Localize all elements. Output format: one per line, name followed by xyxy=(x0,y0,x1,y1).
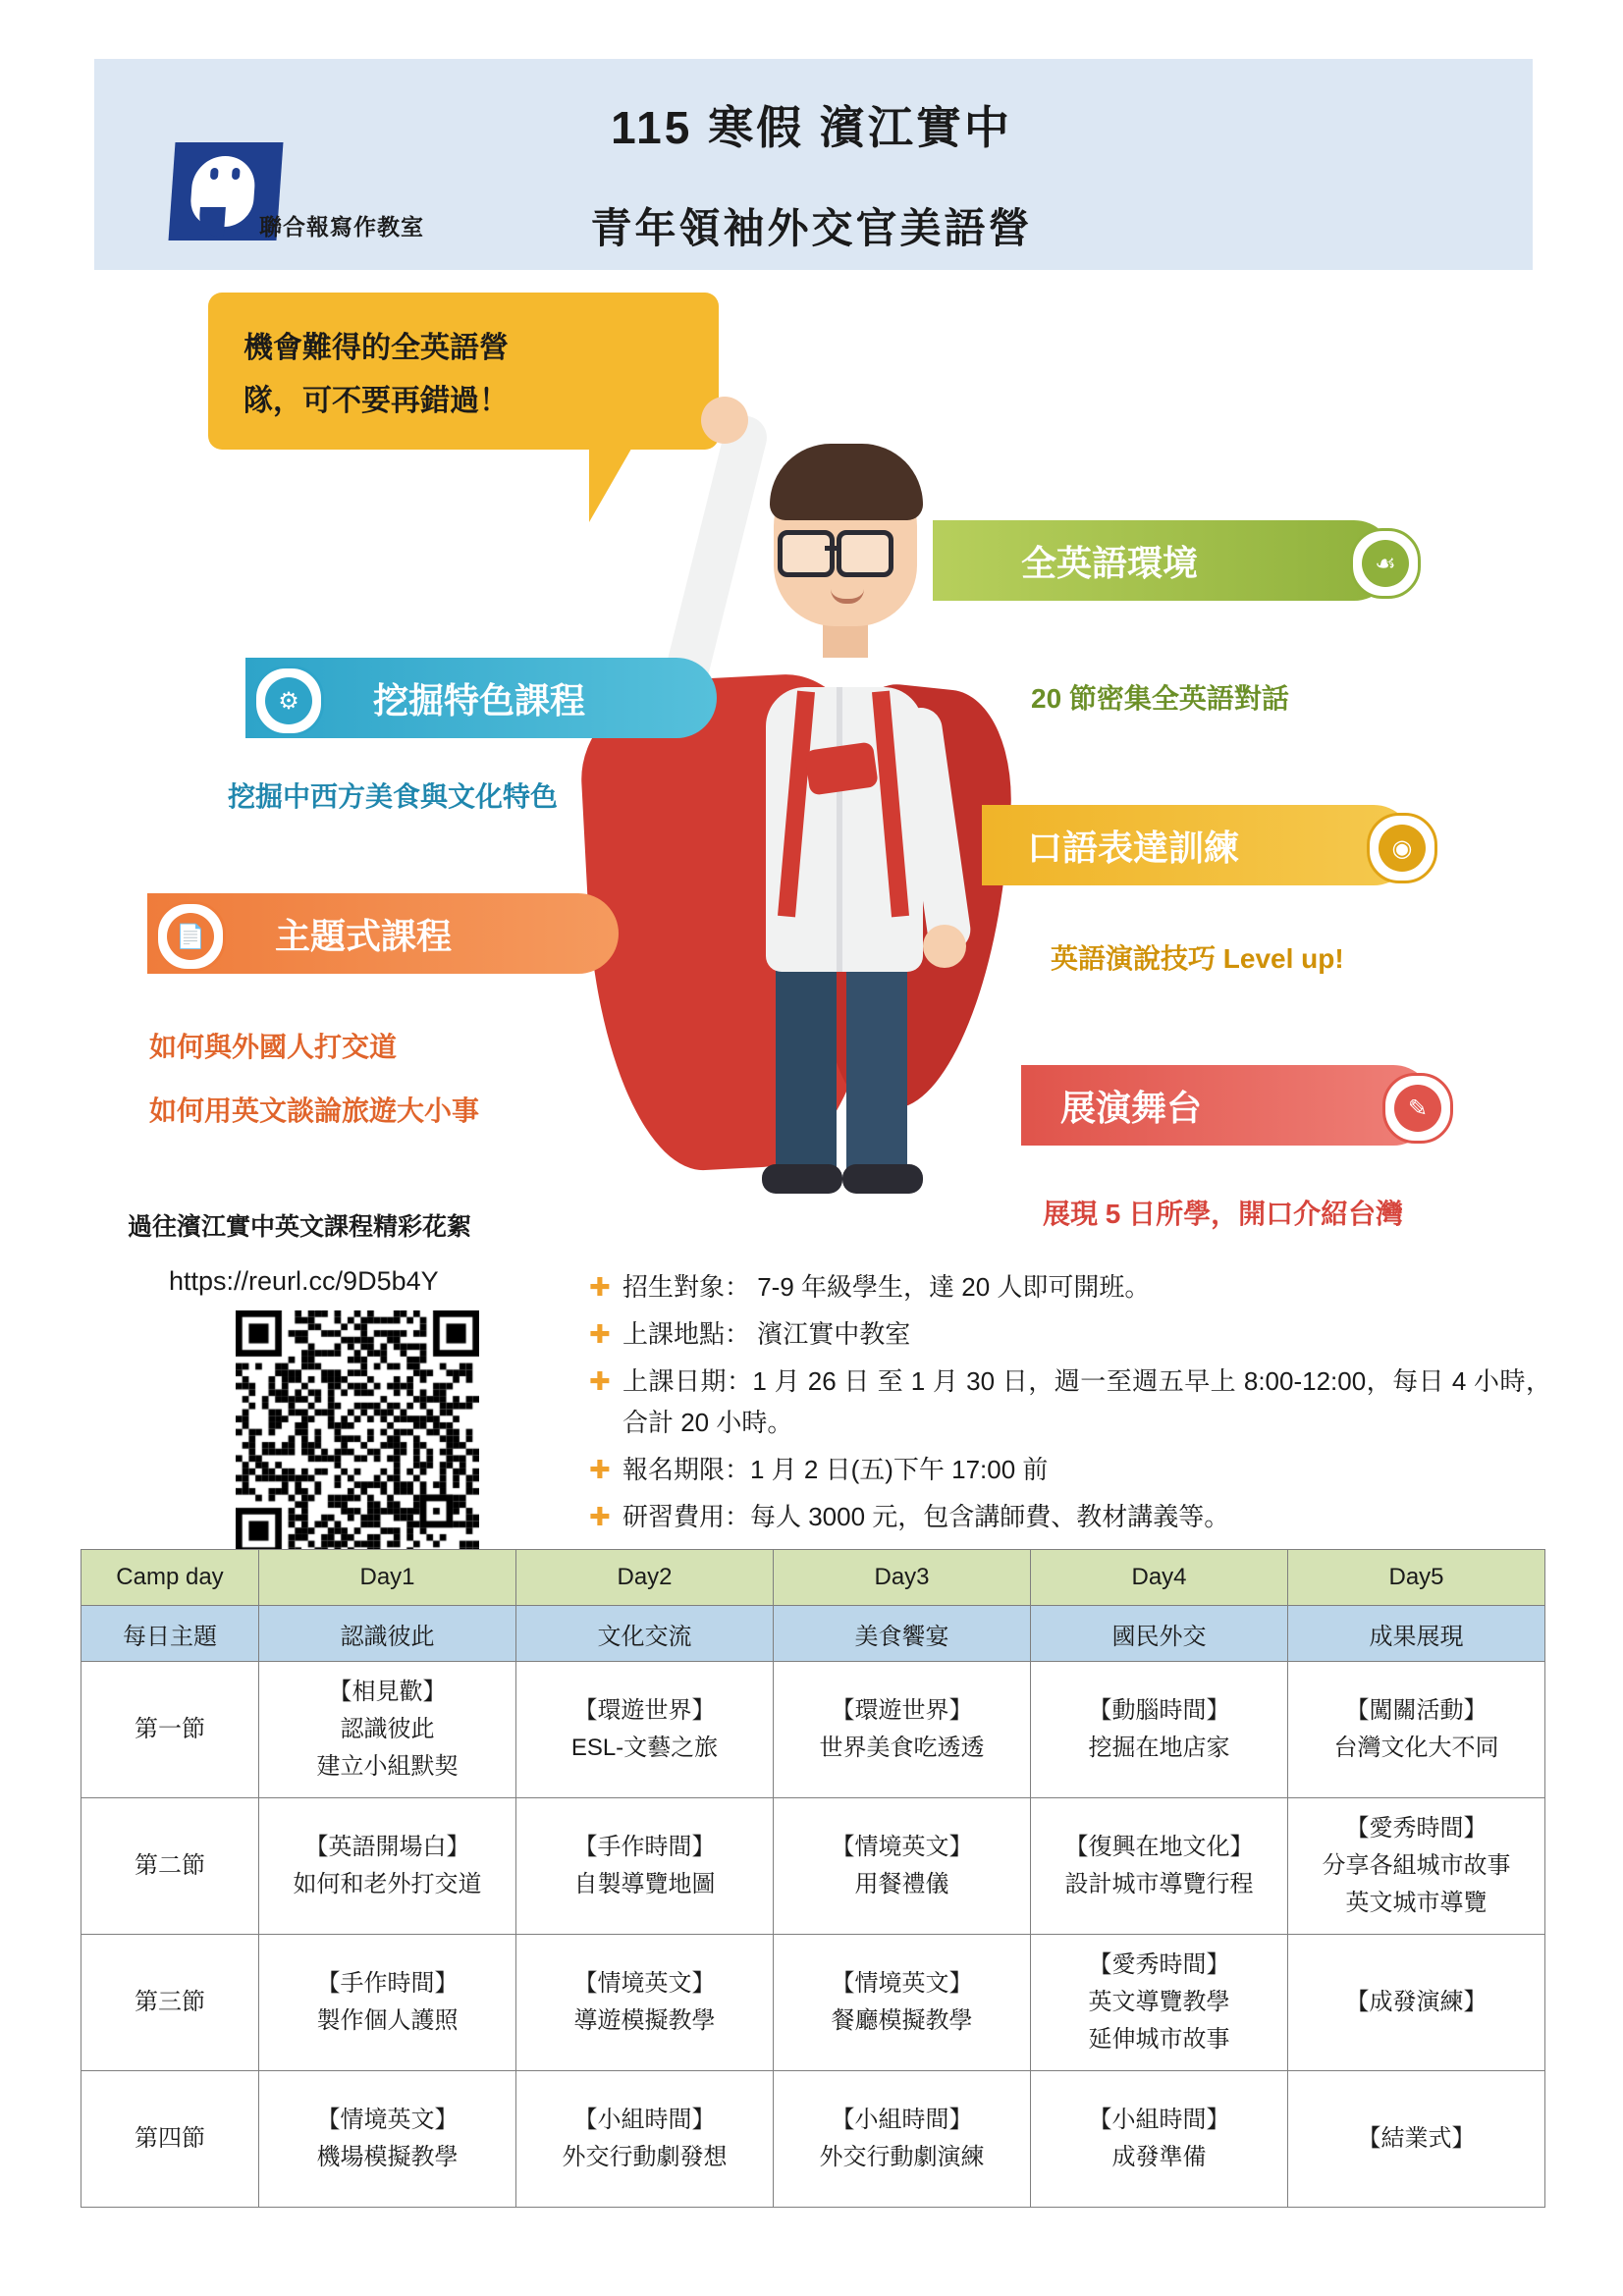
gear-icon-inner: ⚙ xyxy=(265,677,312,724)
table-row-label: 第一節 xyxy=(81,1662,259,1798)
table-cell-line: 延伸城市故事 xyxy=(1088,2026,1230,2053)
table-cell-line: 【情境英文】 xyxy=(573,1970,716,1997)
table-cell-line: 如何和老外打交道 xyxy=(293,1871,482,1897)
bullet-icon: ✚ xyxy=(589,1319,611,1349)
table-cell-line: 【情境英文】 xyxy=(831,1970,973,1997)
table-cell-line: 世界美食吃透透 xyxy=(819,1735,985,1761)
coins-icon xyxy=(1367,813,1437,883)
plant-icon xyxy=(1350,528,1421,599)
table-header-cell: Day1 xyxy=(259,1550,516,1606)
table-cell xyxy=(516,1798,774,1935)
table-row-label: 第三節 xyxy=(81,1935,259,2071)
table-cell-line: 【成發演練】 xyxy=(1345,1989,1488,2015)
gear-icon xyxy=(253,666,324,736)
table-cell xyxy=(1031,2071,1288,2208)
table-cell-line: 分享各組城市故事 xyxy=(1322,1852,1511,1879)
table-cell-line: 【情境英文】 xyxy=(316,2107,459,2133)
info-row xyxy=(589,1496,1551,1537)
character-leg-right xyxy=(846,962,907,1188)
feature-ribbon-showcase-stage xyxy=(1021,1065,1434,1146)
qr-link[interactable]: https://reurl.cc/9D5b4Y xyxy=(169,1266,439,1296)
feature-label-speaking-training: 口語表達訓練 xyxy=(1027,827,1240,868)
table-header-cell: Day3 xyxy=(774,1550,1031,1606)
table-cell xyxy=(774,2071,1031,2208)
feature-label-special-course: 挖掘特色課程 xyxy=(373,679,586,721)
table-row xyxy=(81,1935,1545,2071)
info-text: 上課地點： 濱江實中教室 xyxy=(622,1319,911,1349)
table-cell-line: 【環遊世界】 xyxy=(573,1697,716,1724)
table-cell xyxy=(774,1662,1031,1798)
info-text: 報名期限：1 月 2 日(五)下午 17:00 前 xyxy=(622,1455,1049,1484)
info-row xyxy=(589,1361,1551,1443)
feature-label-theme-course: 主題式課程 xyxy=(275,915,453,956)
table-header-cell: 文化交流 xyxy=(516,1606,774,1662)
schedule-table xyxy=(81,1549,1545,2208)
table-cell-line: 台灣文化大不同 xyxy=(1333,1735,1499,1761)
table-cell xyxy=(1288,1662,1545,1798)
bullet-icon: ✚ xyxy=(589,1366,611,1396)
speech-bubble-tail xyxy=(589,444,634,522)
table-header-cell: 美食饗宴 xyxy=(774,1606,1031,1662)
table-cell xyxy=(516,1662,774,1798)
info-row xyxy=(589,1266,1551,1308)
qr-code-icon[interactable] xyxy=(236,1310,479,1554)
speech-bubble-line1: 機會難得的全英語營 xyxy=(243,332,509,364)
qr-caption: 過往濱江實中英文課程精彩花絮 xyxy=(128,1213,472,1241)
table-cell xyxy=(259,2071,516,2208)
feature-sub-theme-course-2: 如何用英文談論旅遊大小事 xyxy=(149,1095,480,1126)
table-cell-line: 外交行動劇演練 xyxy=(819,2144,985,2170)
character-shirt-placket xyxy=(837,687,842,972)
table-cell-line: 【手作時間】 xyxy=(573,1834,716,1860)
feature-sub-theme-course-1: 如何與外國人打交道 xyxy=(149,1032,398,1062)
glasses-icon-right xyxy=(837,530,893,577)
table-cell-line: 外交行動劇發想 xyxy=(562,2144,728,2170)
speech-bubble-text xyxy=(243,322,695,428)
glasses-bridge xyxy=(825,546,840,551)
feature-sub-english-env: 20 節密集全英語對話 xyxy=(1031,683,1289,714)
table-cell xyxy=(259,1935,516,2071)
table-header-cell: 每日主題 xyxy=(81,1606,259,1662)
table-row xyxy=(81,1662,1545,1798)
table-cell xyxy=(1031,1662,1288,1798)
table-cell-line: 【復興在地文化】 xyxy=(1064,1834,1254,1860)
feature-sub-speaking-training: 英語演說技巧 Level up! xyxy=(1051,943,1344,974)
table-cell-line: 【小組時間】 xyxy=(573,2107,716,2133)
feature-ribbon-english-env xyxy=(933,520,1394,601)
table-header-row xyxy=(81,1550,1545,1606)
table-header-cell: Day4 xyxy=(1031,1550,1288,1606)
table-cell-line: 【相見歡】 xyxy=(328,1679,447,1705)
table-cell-line: 【結業式】 xyxy=(1357,2125,1476,2152)
table-cell-line: 英文導覽教學 xyxy=(1088,1989,1230,2015)
logo-text: 聯合報寫作教室 xyxy=(259,214,424,240)
character-hand-down xyxy=(923,925,966,968)
table-cell-line: 英文城市導覽 xyxy=(1345,1890,1488,1916)
table-cell-line: 【手作時間】 xyxy=(316,1970,459,1997)
feature-sub-showcase-stage: 展現 5 日所學，開口介紹台灣 xyxy=(1043,1199,1404,1229)
table-cell xyxy=(516,1935,774,2071)
table-cell xyxy=(774,1798,1031,1935)
info-text: 招生對象： 7-9 年級學生，達 20 人即可開班。 xyxy=(622,1272,1151,1302)
table-cell xyxy=(774,1935,1031,2071)
feature-sub-special-course: 挖掘中西方美食與文化特色 xyxy=(228,781,559,812)
table-cell-line: 【環遊世界】 xyxy=(831,1697,973,1724)
table-cell-line: 【英語開場白】 xyxy=(304,1834,470,1860)
table-cell-line: 成發準備 xyxy=(1111,2144,1207,2170)
table-cell-line: 用餐禮儀 xyxy=(854,1871,949,1897)
bullet-icon: ✚ xyxy=(589,1502,611,1531)
table-row-label: 第二節 xyxy=(81,1798,259,1935)
table-cell-line: 挖掘在地店家 xyxy=(1088,1735,1230,1761)
pen-icon xyxy=(1382,1073,1453,1144)
table-cell xyxy=(1288,2071,1545,2208)
info-list xyxy=(589,1266,1551,1543)
table-cell-line: 設計城市導覽行程 xyxy=(1064,1871,1254,1897)
table-cell xyxy=(259,1798,516,1935)
feature-label-english-env: 全英語環境 xyxy=(1021,542,1199,583)
table-cell-line: 【愛秀時間】 xyxy=(1088,1951,1230,1978)
table-cell-line: 【小組時間】 xyxy=(1088,2107,1230,2133)
character-shoe-left xyxy=(762,1164,842,1194)
feature-ribbon-speaking-training xyxy=(982,805,1414,885)
table-cell xyxy=(1288,1798,1545,1935)
table-cell xyxy=(1031,1935,1288,2071)
table-cell-line: 【愛秀時間】 xyxy=(1345,1815,1488,1842)
character-bow xyxy=(804,741,879,795)
info-text: 研習費用：每人 3000 元，包含講師費、教材講義等。 xyxy=(622,1502,1230,1531)
speech-bubble-line2: 隊，可不要再錯過！ xyxy=(243,385,509,417)
table-cell-line: 機場模擬教學 xyxy=(316,2144,459,2170)
table-cell-line: ESL-文藝之旅 xyxy=(570,1735,719,1761)
table-cell xyxy=(1288,1935,1545,2071)
feature-label-showcase-stage: 展演舞台 xyxy=(1060,1087,1203,1128)
table-header-cell: 認識彼此 xyxy=(259,1606,516,1662)
book-icon xyxy=(155,901,226,972)
page-title-line2: 青年領袖外交官美語營 xyxy=(590,205,1033,251)
table-cell-line: 導遊模擬教學 xyxy=(573,2007,716,2034)
table-cell-line: 【情境英文】 xyxy=(831,1834,973,1860)
table-cell xyxy=(1031,1798,1288,1935)
table-row xyxy=(81,1798,1545,1935)
character-leg-left xyxy=(776,962,837,1188)
page-title-line1: 115 寒假 濱江實中 xyxy=(611,102,1012,153)
plant-icon-inner: ☙ xyxy=(1362,540,1409,587)
table-header-cell: Camp day xyxy=(81,1550,259,1606)
table-cell-line: 認識彼此 xyxy=(340,1716,435,1742)
table-cell-line: 【動腦時間】 xyxy=(1088,1697,1230,1724)
table-cell-line: 【小組時間】 xyxy=(831,2107,973,2133)
pen-icon-inner: ✎ xyxy=(1394,1085,1441,1132)
table-cell-line: 製作個人護照 xyxy=(316,2007,459,2034)
info-row xyxy=(589,1313,1551,1355)
table-cell-line: 自製導覽地圖 xyxy=(573,1871,716,1897)
table-header-cell: 成果展現 xyxy=(1288,1606,1545,1662)
table-cell-line: 建立小組默契 xyxy=(316,1753,459,1780)
info-row xyxy=(589,1449,1551,1490)
table-row-label: 第四節 xyxy=(81,2071,259,2208)
table-cell-line: 餐廳模擬教學 xyxy=(831,2007,973,2034)
bullet-icon: ✚ xyxy=(589,1455,611,1484)
coins-icon-inner: ◉ xyxy=(1379,825,1426,872)
table-cell xyxy=(516,2071,774,2208)
table-header-cell: Day2 xyxy=(516,1550,774,1606)
table-header-cell: 國民外交 xyxy=(1031,1606,1288,1662)
table-header-row xyxy=(81,1606,1545,1662)
table-cell xyxy=(259,1662,516,1798)
table-cell-line: 【闖關活動】 xyxy=(1345,1697,1488,1724)
character-hand-raised xyxy=(701,397,748,444)
book-icon-inner: 📄 xyxy=(167,913,214,960)
bullet-icon: ✚ xyxy=(589,1272,611,1302)
glasses-icon-left xyxy=(778,530,835,577)
table-row xyxy=(81,2071,1545,2208)
character-hair xyxy=(770,444,923,520)
info-text: 上課日期：1 月 26 日 至 1 月 30 日，週一至週五早上 8:00-12:00，每日 4 小時，合計 20 小時。 xyxy=(622,1366,1551,1437)
character-shoe-right xyxy=(842,1164,923,1194)
table-header-cell: Day5 xyxy=(1288,1550,1545,1606)
